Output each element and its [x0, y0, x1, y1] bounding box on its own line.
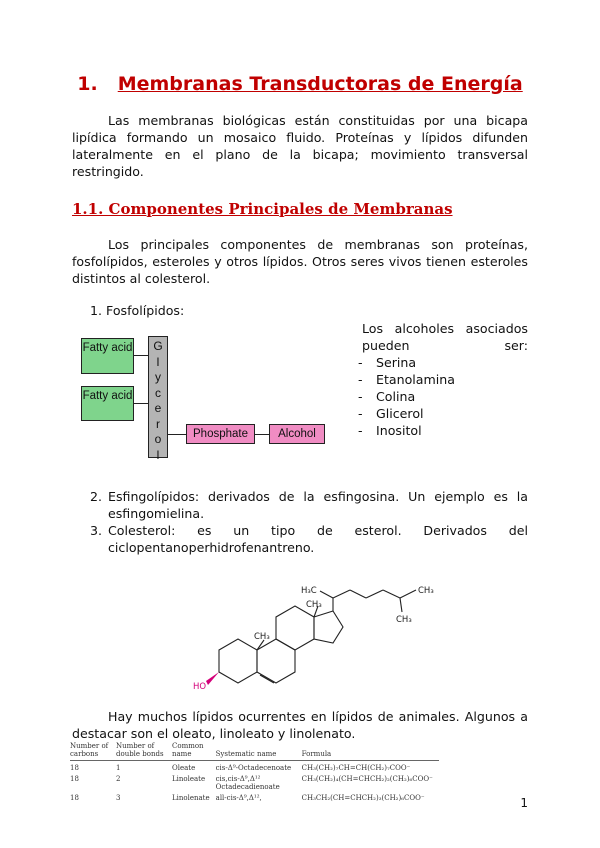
hydroxyl-label: HO: [193, 682, 207, 692]
alcohol-item: - Etanolamina: [358, 371, 528, 388]
page-title: [0, 73, 600, 95]
connector-line: [134, 355, 148, 356]
methyl-label: CH₃: [418, 586, 434, 596]
title-text: Membranas Transductoras de Energía: [117, 73, 523, 95]
alcohol-box: Alcohol: [269, 424, 325, 444]
connector-line: [168, 434, 186, 435]
list-item-1: 1. Fosfolípidos:: [90, 303, 185, 318]
table-header-row: Number of carbons Number of double bonds Common name Systematic name Formula: [70, 742, 439, 761]
alcohol-item: - Serina: [358, 354, 528, 371]
methyl-label: H₃C: [301, 586, 317, 596]
connector-line: [134, 403, 148, 404]
list-item-3: 3. Colesterol: es un tipo de esterol. Derivados del ciclopentanoperhidrofenantreno.: [90, 523, 528, 555]
fatty-acids-paragraph: Hay muchos lípidos ocurrentes en lípidos de animales. Algunos a destacar son el oleato, linoleato y linolenato.: [72, 709, 528, 741]
cholesterol-structure: [190, 575, 450, 700]
table-row: 18 3 Linolenate all-cis-Δ⁹,Δ¹², CH₃CH₂(CH=CHCH₂)₃(CH₂)₆COO⁻: [70, 794, 425, 802]
methyl-label: CH₃: [306, 600, 322, 610]
fatty-acid-box-2: Fatty acid: [81, 386, 134, 421]
alcohols-intro: Los alcoholes asociados pueden ser:: [362, 321, 528, 353]
intro-paragraph: Las membranas biológicas están constituidas por una bicapa lipídica formando un mosaico fluido. Proteínas y lípidos difunden lateralmente en el plano de la bicapa; movimiento transversal restringido.: [72, 113, 528, 179]
connector-line: [255, 434, 269, 435]
table-row: 18 1 Oleate cis-Δ⁹-Octadecenoate CH₃(CH₂)₇CH=CH(CH₂)₇COO⁻: [70, 764, 411, 772]
glycerol-box: G l y c e r o l: [148, 336, 168, 458]
table-row: 18 2 Linoleate cis,cis-Δ⁹,Δ¹² Octadecadienoate CH₃(CH₂)₄(CH=CHCH₂)₂(CH₂)₆COO⁻: [70, 775, 433, 791]
methyl-label: CH₃: [254, 632, 270, 642]
components-paragraph: Los principales componentes de membranas son proteínas, fosfolípidos, esteroles y otros lípidos. Otros seres vivos tienen esteroles distintos al colesterol.: [72, 237, 528, 286]
page-number: 1: [520, 796, 528, 810]
alcohol-item: - Colina: [358, 388, 528, 405]
alcohol-item: - Inositol: [358, 422, 528, 439]
list-item-2: 2. Esfingolípidos: derivados de la esfingosina. Un ejemplo es la esfingomielina.: [90, 489, 528, 521]
title-number: 1.: [77, 73, 98, 95]
alcohols-list: [340, 320, 528, 439]
fatty-acids-table: [70, 742, 439, 802]
section-heading: 1.1. Componentes Principales de Membranas: [72, 200, 453, 218]
fatty-acid-box-1: Fatty acid: [81, 338, 134, 374]
phosphate-box: Phosphate: [186, 424, 255, 444]
methyl-label: CH₃: [396, 615, 412, 625]
alcohol-item: - Glicerol: [358, 405, 528, 422]
